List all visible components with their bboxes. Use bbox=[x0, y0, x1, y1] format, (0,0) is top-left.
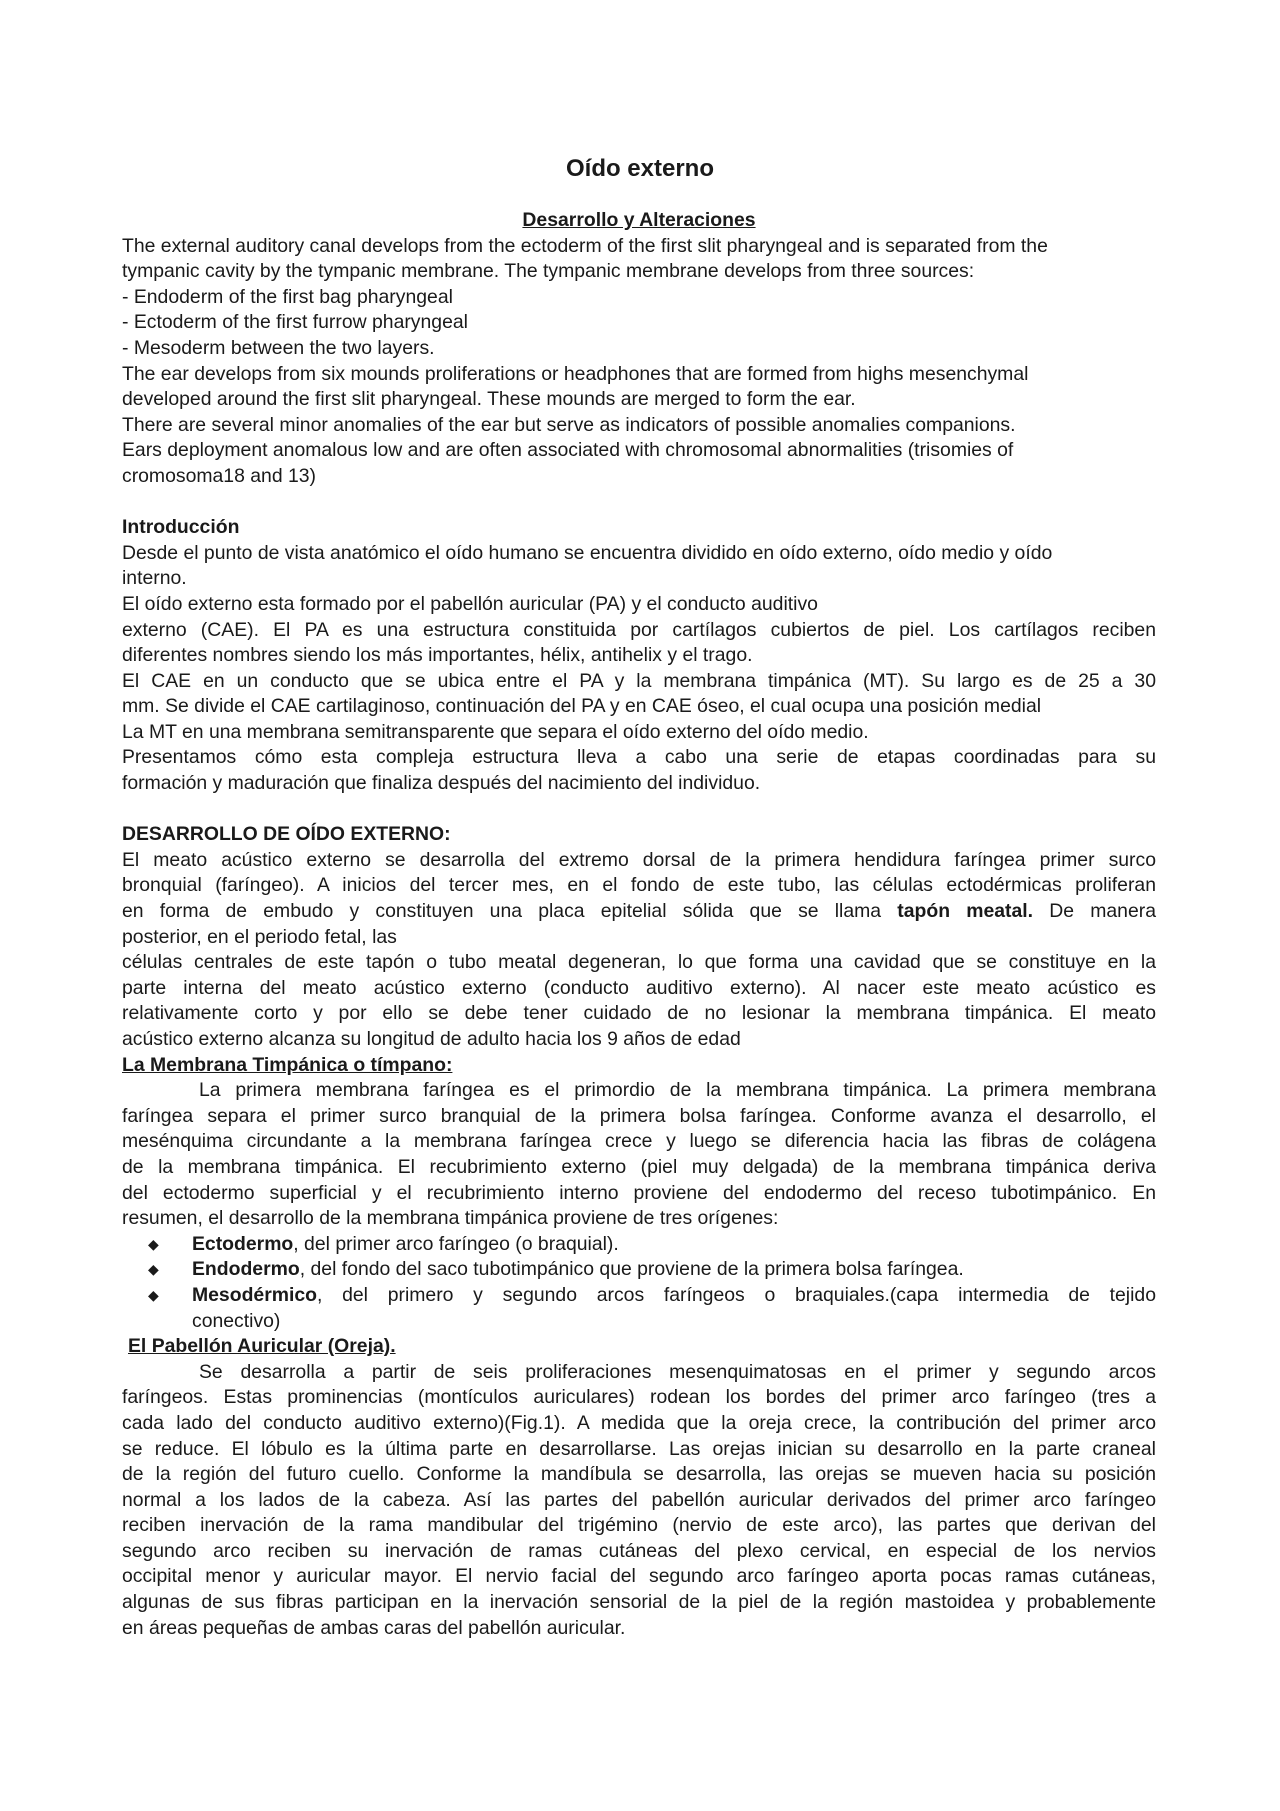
section-heading-desarrollo-alteraciones: Desarrollo y Alteraciones bbox=[522, 209, 756, 231]
diamond-bullet-icon: ◆ bbox=[148, 1261, 159, 1278]
text-run: , del primero y segundo arcos faríngeos o braquiales.(capa intermedia de tejido bbox=[317, 1283, 1156, 1306]
bold-term-tapon-meatal: tapón meatal. bbox=[897, 900, 1034, 923]
text-line: Presentamos cómo esta compleja estructura lleva a cabo una serie de etapas coordinadas para su bbox=[122, 746, 1156, 769]
spacer bbox=[122, 490, 1156, 516]
document-body bbox=[122, 208, 1156, 1641]
list-item bbox=[122, 1283, 1156, 1334]
text-line: El CAE en un conducto que se ubica entre el PA y la membrana timpánica (MT). Su largo es de 25 a 30 bbox=[122, 669, 1156, 692]
text-run: en forma de embudo y constituyen una placa epitelial sólida que se llama bbox=[122, 900, 898, 923]
list-item bbox=[122, 1257, 1156, 1283]
bold-term: Mesodérmico bbox=[192, 1283, 317, 1306]
text-line: normal a los lados de la cabeza. Así las partes del pabellón auricular derivados del primer arco faríngeo bbox=[122, 1488, 1156, 1511]
text-line: formación y maduración que finaliza después del nacimiento del individuo. bbox=[122, 772, 761, 795]
text-line: faríngea separa el primer surco branquial de la primera bolsa faríngea. Conforme avanza el desarrollo, el bbox=[122, 1104, 1156, 1127]
section-heading-desarrollo-oido-externo: DESARROLLO DE OÍDO EXTERNO: bbox=[122, 823, 451, 846]
text-line: Se desarrolla a partir de seis proliferaciones mesenquimatosas en el primer y segundo arcos bbox=[199, 1360, 1156, 1383]
text-line: Desde el punto de vista anatómico el oído humano se encuentra dividido en oído externo, oído medio y oído bbox=[122, 541, 1053, 564]
text-line: faríngeos. Estas prominencias (montículos auriculares) rodean los bordes del primer arco faríngeo (tres a bbox=[122, 1386, 1156, 1409]
text-line: The external auditory canal develops from the ectoderm of the first slit pharyngeal and is separated from the bbox=[122, 234, 1048, 257]
text-line: parte interna del meato acústico externo (conducto auditivo externo). Al nacer este meato acústico es bbox=[122, 976, 1156, 999]
text-line: El oído externo esta formado por el pabellón auricular (PA) y el conducto auditivo bbox=[122, 592, 818, 615]
text-line: mesénquima circundante a la membrana faríngea crece y luego se diferencia hacia las fibras de colágena bbox=[122, 1130, 1156, 1153]
diamond-bullet-icon: ◆ bbox=[148, 1286, 159, 1303]
text-line: cada lado del conducto auditivo externo)(Fig.1). A medida que la oreja crece, la contribución del primer arco bbox=[122, 1411, 1156, 1434]
origins-list bbox=[122, 1232, 1156, 1334]
bold-term: Endodermo bbox=[192, 1258, 300, 1281]
section-heading-introduccion: Introducción bbox=[122, 516, 240, 539]
text-line: developed around the first slit pharyngeal. These mounds are merged to form the ear. bbox=[122, 388, 856, 411]
text-line: mm. Se divide el CAE cartilaginoso, continuación del PA y en CAE óseo, el cual ocupa una posición medial bbox=[122, 695, 1042, 718]
text-run: De manera bbox=[1033, 900, 1156, 923]
text-line: del ectodermo superficial y el recubrimiento interno proviene del endodermo del receso tubotimpánico. En bbox=[122, 1181, 1156, 1204]
text-line: conectivo) bbox=[192, 1309, 281, 1332]
bold-term: Ectodermo bbox=[192, 1232, 294, 1255]
text-line: de la membrana timpánica. El recubrimiento externo (piel muy delgada) de la membrana timpánica deriva bbox=[122, 1155, 1156, 1178]
text-line: células centrales de este tapón o tubo meatal degeneran, lo que forma una cavidad que se constituye en la bbox=[122, 951, 1156, 974]
section-heading-pabellon-auricular: El Pabellón Auricular (Oreja). bbox=[128, 1335, 396, 1358]
text-line bbox=[122, 899, 1156, 925]
text-line: de la región del futuro cuello. Conforme la mandíbula se desarrolla, las orejas se mueven hacia su posición bbox=[122, 1463, 1156, 1486]
text-line bbox=[192, 1283, 1156, 1309]
text-line: diferentes nombres siendo los más importantes, hélix, antihelix y el trago. bbox=[122, 644, 753, 667]
text-line bbox=[192, 1232, 1156, 1258]
text-line: reciben inervación de la rama mandibular del trigémino (nervio de este arco), las partes que derivan del bbox=[122, 1514, 1156, 1537]
text-line: bronquial (faríngeo). A inicios del tercer mes, en el fondo de este tubo, las células ectodérmicas proliferan bbox=[122, 874, 1156, 897]
text-run: , del primer arco faríngeo (o braquial). bbox=[293, 1232, 619, 1255]
text-line: - Endoderm of the first bag pharyngeal bbox=[122, 285, 453, 308]
text-line: - Ectoderm of the first furrow pharyngeal bbox=[122, 311, 468, 334]
text-line: algunas de sus fibras participan en la inervación sensorial de la piel de la región mastoidea y probablemente bbox=[122, 1591, 1156, 1614]
text-line bbox=[192, 1257, 1156, 1283]
text-line: posterior, en el periodo fetal, las bbox=[122, 925, 397, 948]
text-line: acústico externo alcanza su longitud de adulto hacia los 9 años de edad bbox=[122, 1028, 741, 1050]
paragraph-introduccion bbox=[122, 541, 1156, 797]
text-line: resumen, el desarrollo de la membrana timpánica proviene de tres orígenes: bbox=[122, 1207, 779, 1230]
text-line: La MT en una membrana semitransparente que separa el oído externo del oído medio. bbox=[122, 720, 869, 743]
paragraph-pabellon bbox=[122, 1360, 1156, 1642]
text-line: en áreas pequeñas de ambas caras del pabellón auricular. bbox=[122, 1616, 626, 1639]
list-item bbox=[122, 1232, 1156, 1258]
paragraph-desarrollo bbox=[122, 848, 1156, 1053]
text-line: The ear develops from six mounds proliferations or headphones that are formed from highs mesenchymal bbox=[122, 362, 1029, 385]
paragraph-development-english bbox=[122, 234, 1156, 490]
text-run: , del fondo del saco tubotimpánico que proviene de la primera bolsa faríngea. bbox=[299, 1258, 964, 1281]
text-line: segundo arco reciben su inervación de ramas cutáneas del plexo cervical, en especial de los nervios bbox=[122, 1539, 1156, 1562]
text-line: tympanic cavity by the tympanic membrane. The tympanic membrane develops from three sources: bbox=[122, 260, 975, 283]
text-line: occipital menor y auricular mayor. El nervio facial del segundo arco faríngeo aporta pocas ramas cutáneas, bbox=[122, 1565, 1156, 1588]
text-line: interno. bbox=[122, 567, 187, 590]
section-heading-membrana-timpanica: La Membrana Timpánica o tímpano: bbox=[122, 1053, 453, 1076]
text-line: El meato acústico externo se desarrolla del extremo dorsal de la primera hendidura faríngea primer surco bbox=[122, 848, 1156, 871]
paragraph-membrana bbox=[122, 1078, 1156, 1232]
spacer bbox=[122, 797, 1156, 823]
diamond-bullet-icon: ◆ bbox=[148, 1235, 159, 1252]
text-line: La primera membrana faríngea es el primordio de la membrana timpánica. La primera membrana bbox=[199, 1079, 1156, 1102]
text-line: externo (CAE). El PA es una estructura constituida por cartílagos cubiertos de piel. Los cartílagos reciben bbox=[122, 618, 1156, 641]
text-line: - Mesoderm between the two layers. bbox=[122, 336, 435, 359]
text-line: se reduce. El lóbulo es la última parte en desarrollarse. Las orejas inician su desarrollo en la parte craneal bbox=[122, 1437, 1156, 1460]
page-title: Oído externo bbox=[565, 155, 715, 182]
text-line: relativamente corto y por ello se debe tener cuidado de no lesionar la membrana timpánica. El meato bbox=[122, 1002, 1156, 1025]
text-line: cromosoma18 and 13) bbox=[122, 464, 317, 487]
text-line: Ears deployment anomalous low and are often associated with chromosomal abnormalities (trisomies of bbox=[122, 439, 1014, 462]
text-line: There are several minor anomalies of the ear but serve as indicators of possible anomalies companions. bbox=[122, 413, 1016, 436]
